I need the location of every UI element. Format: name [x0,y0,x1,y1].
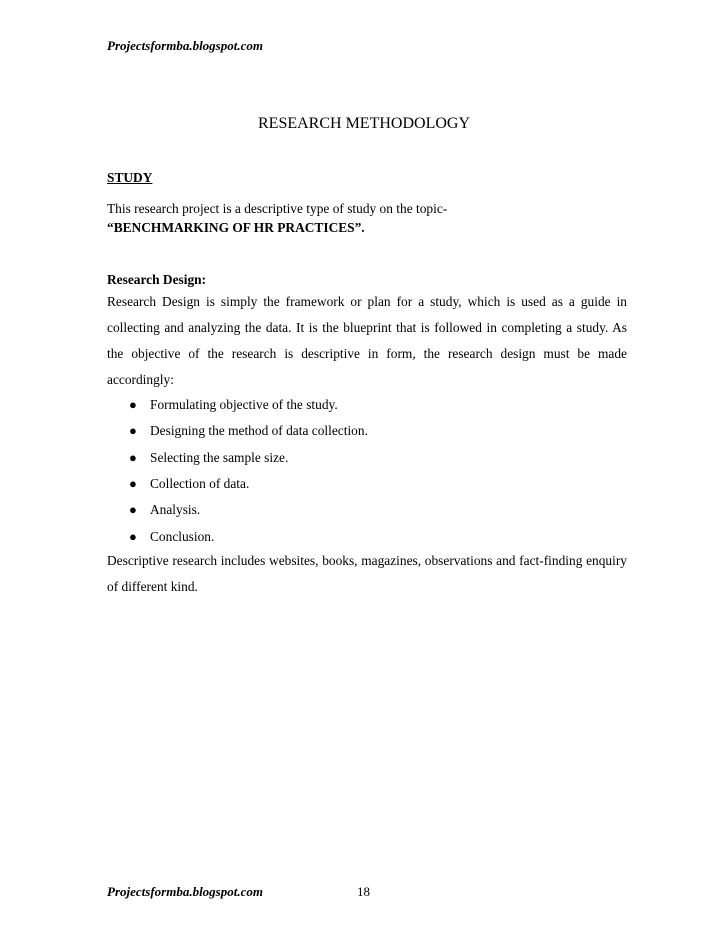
page-title [0,115,728,133]
list-item [107,497,368,523]
list-item [107,418,368,444]
list-item-text: Selecting the sample size. [150,449,289,465]
list-item-text: Formulating objective of the study. [150,397,338,413]
descriptive-research-paragraph: Descriptive research includes websites, books, magazines, observations and fact-finding enquiry of different kind. [107,553,627,594]
study-text: This research project is a descriptive type of study on the topic- [107,201,448,216]
header-site-name: Projectsformba.blogspot.com [107,38,263,53]
list-item-text: Collection of data. [150,476,250,492]
bullet-icon: ● [129,476,137,492]
bullet-icon: ● [129,423,137,439]
footer-site-name: Projectsformba.blogspot.com [107,884,263,899]
list-item-text: Conclusion. [150,528,215,544]
study-topic: “BENCHMARKING OF HR PRACTICES”. [107,220,365,235]
list-item [107,392,368,418]
list-item [107,523,368,549]
research-steps-list [107,392,368,550]
study-heading: STUDY [107,170,153,185]
research-design-heading: Research Design: [107,272,207,287]
bullet-icon: ● [129,502,137,518]
list-item [107,445,368,471]
research-design-paragraph: Research Design is simply the framework or plan for a study, which is used as a guide in collecting and analyzing the data. It is the blueprint that is followed in completing a study. As the objective of the research is descriptive in form, the research design must be made accordingly: [107,294,627,387]
list-item [107,471,368,497]
bullet-icon: ● [129,449,137,465]
bullet-icon: ● [129,528,137,544]
bullet-icon: ● [129,397,137,413]
page-title-text: RESEARCH METHODOLOGY [258,115,470,132]
page-number: 18 [357,884,370,899]
list-item-text: Analysis. [150,502,201,518]
list-item-text: Designing the method of data collection. [150,423,368,439]
